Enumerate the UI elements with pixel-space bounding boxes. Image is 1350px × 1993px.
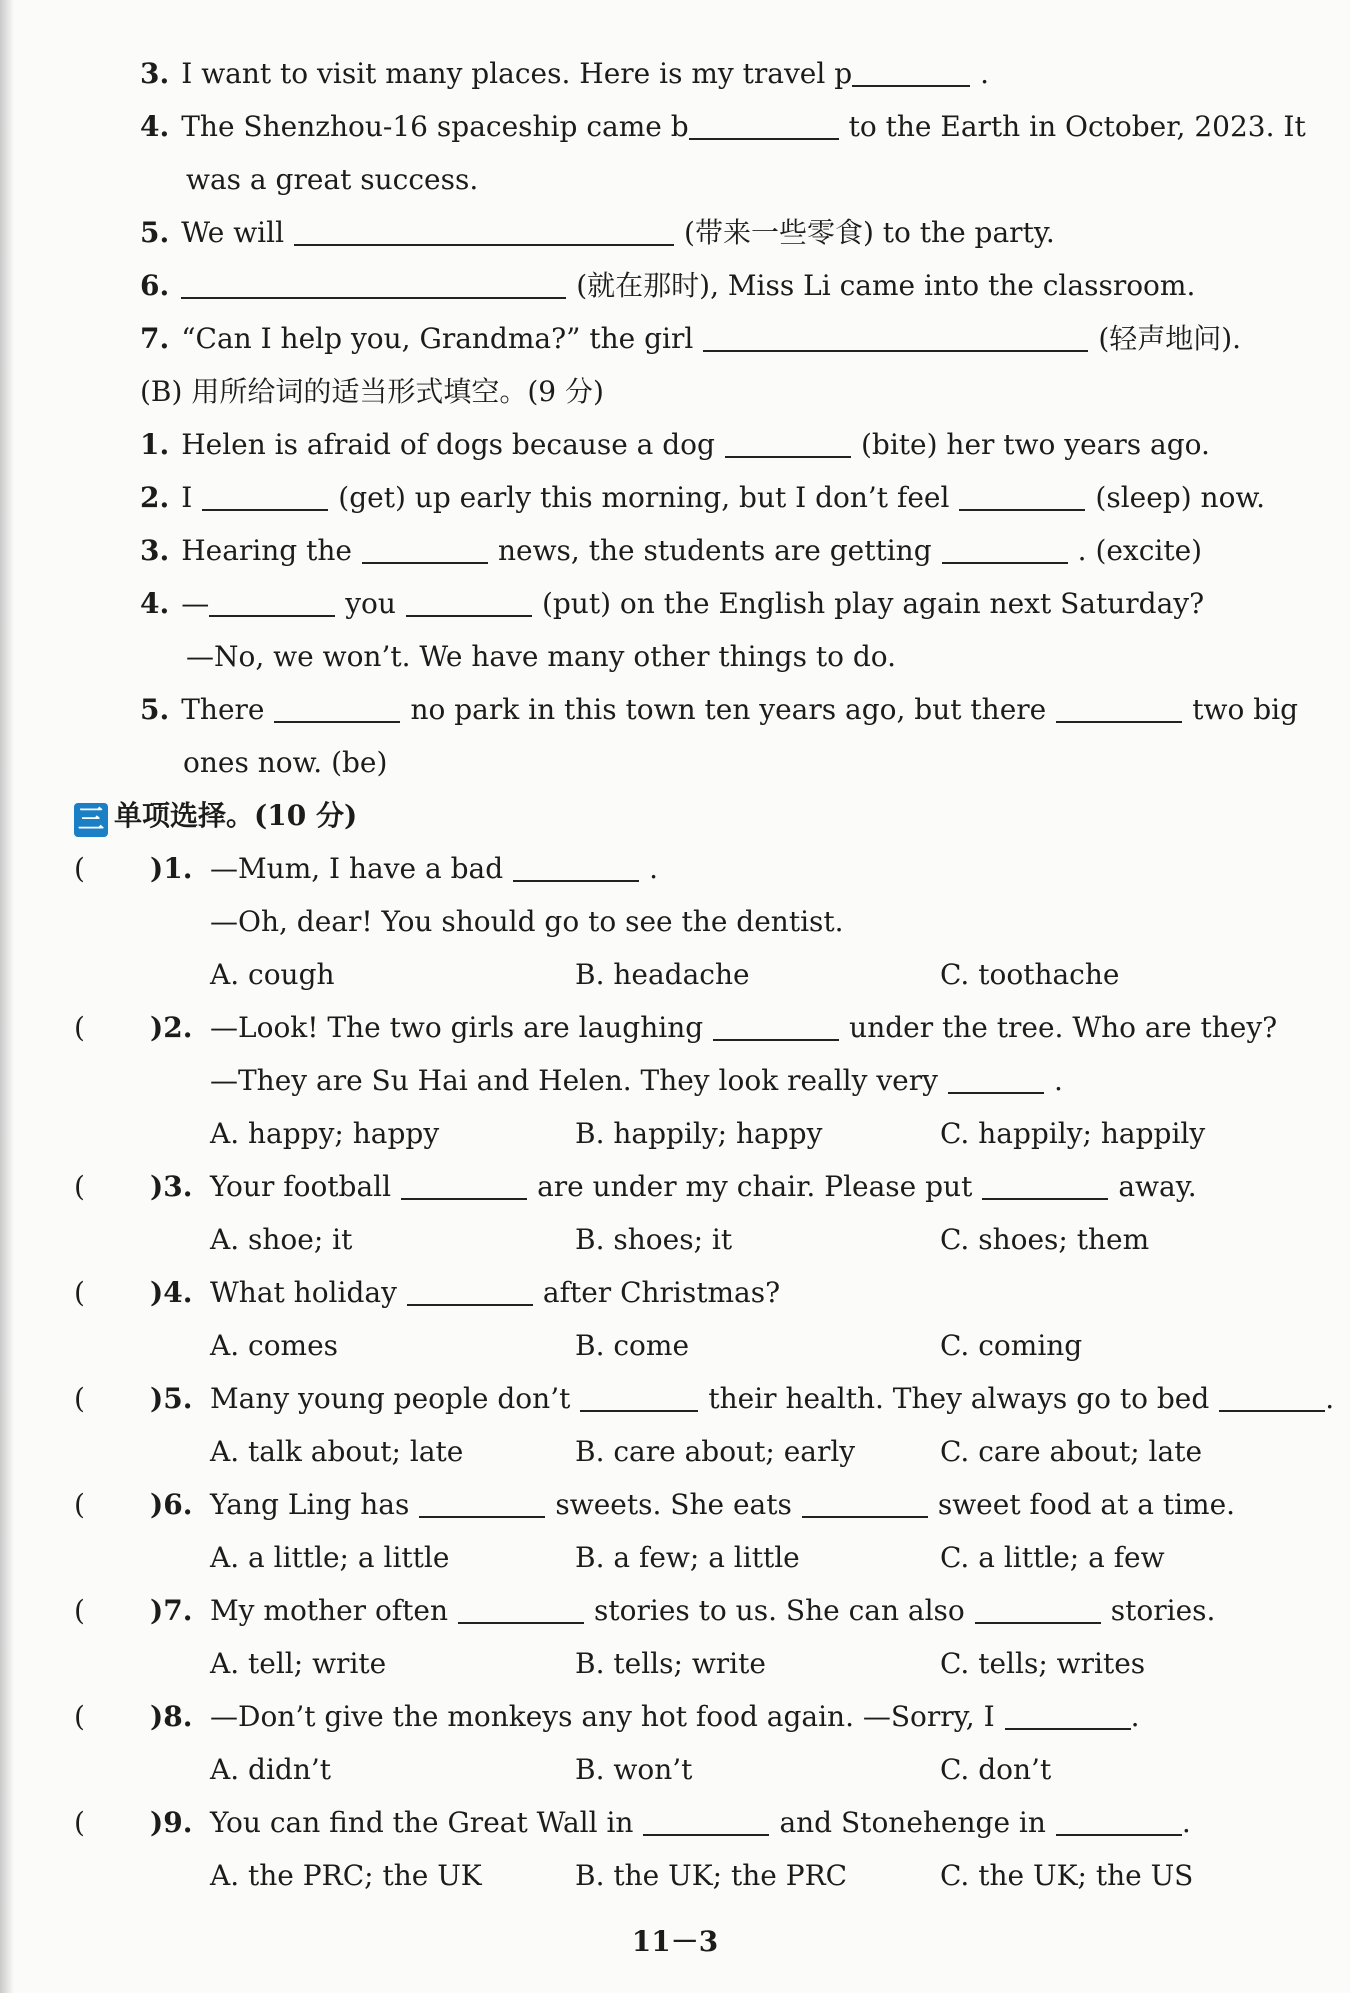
answer-blank[interactable] <box>274 691 400 723</box>
question-number: )4. <box>150 1276 193 1309</box>
answer-blank[interactable] <box>713 1009 839 1041</box>
item-text: . (excite) <box>1077 534 1203 567</box>
answer-blank[interactable] <box>852 55 970 87</box>
option-c[interactable]: C. toothache <box>940 958 1120 991</box>
answer-blank[interactable] <box>1219 1380 1325 1412</box>
option-a[interactable]: A. happy; happy <box>210 1117 440 1150</box>
partA-item-7 <box>140 319 1241 359</box>
partB-item-2 <box>140 478 1265 518</box>
item-text: Helen is afraid of dogs because a dog <box>181 428 715 461</box>
question-number: )2. <box>150 1011 193 1044</box>
option-b[interactable]: B. shoes; it <box>575 1223 733 1256</box>
item-number: 4. <box>140 110 170 143</box>
item-text: (bite) her two years ago. <box>860 428 1210 461</box>
answer-blank[interactable] <box>725 426 851 458</box>
item-number: 5. <box>140 216 170 249</box>
punct: . <box>649 852 659 885</box>
answer-paren[interactable]: ( <box>74 1011 85 1044</box>
page-edge-shadow <box>0 0 14 1993</box>
answer-blank[interactable] <box>580 1380 698 1412</box>
partA-item-5 <box>140 213 1055 253</box>
answer-blank[interactable] <box>975 1592 1101 1624</box>
option-a[interactable]: A. didn’t <box>210 1753 332 1786</box>
question-number: )6. <box>150 1488 193 1521</box>
question-4 <box>74 1273 780 1313</box>
answer-blank[interactable] <box>202 479 328 511</box>
answer-blank[interactable] <box>401 1168 527 1200</box>
item-number: 3. <box>140 57 170 90</box>
question-text: You can find the Great Wall in <box>210 1806 634 1839</box>
option-c[interactable]: C. care about; late <box>940 1435 1203 1468</box>
answer-blank[interactable] <box>513 850 639 882</box>
question-text: are under my chair. Please put <box>537 1170 973 1203</box>
answer-paren[interactable]: ( <box>74 852 85 885</box>
option-b[interactable]: B. won’t <box>575 1753 693 1786</box>
question-text: sweets. She eats <box>555 1488 792 1521</box>
question-text: Many young people don’t <box>210 1382 571 1415</box>
option-b[interactable]: B. the UK; the PRC <box>575 1859 848 1892</box>
option-a[interactable]: A. comes <box>210 1329 339 1362</box>
partA-item-4 <box>140 107 1306 147</box>
item-number: 5. <box>140 693 170 726</box>
punct: . <box>1130 1700 1140 1733</box>
partA-item-3 <box>140 54 989 94</box>
question-text: —Look! The two girls are laughing <box>210 1011 704 1044</box>
option-a[interactable]: A. tell; write <box>210 1647 387 1680</box>
option-a[interactable]: A. cough <box>210 958 335 991</box>
question-5 <box>74 1379 1334 1419</box>
answer-paren[interactable]: ( <box>74 1170 85 1203</box>
answer-blank[interactable] <box>982 1168 1108 1200</box>
question-text: away. <box>1118 1170 1197 1203</box>
item-text: (get) up early this morning, but I don’t feel <box>338 481 950 514</box>
answer-blank[interactable] <box>407 1274 533 1306</box>
question-1-reply: —Oh, dear! You should go to see the dentist. <box>210 905 844 938</box>
option-c[interactable]: C. a little; a few <box>940 1541 1165 1574</box>
partB-item-1 <box>140 425 1210 465</box>
item-number: 6. <box>140 269 170 302</box>
question-text: Your football <box>210 1170 392 1203</box>
partA-item-4-cont: was a great success. <box>186 163 479 196</box>
answer-blank[interactable] <box>703 320 1088 352</box>
option-a[interactable]: A. a little; a little <box>210 1541 450 1574</box>
answer-blank[interactable] <box>959 479 1085 511</box>
answer-blank[interactable] <box>419 1486 545 1518</box>
page-number: 11－3 <box>631 1925 719 1958</box>
answer-blank[interactable] <box>406 585 532 617</box>
punct: . <box>1325 1382 1335 1415</box>
question-text: Yang Ling has <box>210 1488 410 1521</box>
answer-blank[interactable] <box>948 1062 1044 1094</box>
question-1 <box>74 849 658 889</box>
answer-paren[interactable]: ( <box>74 1700 85 1733</box>
question-text: —They are Su Hai and Helen. They look really very <box>210 1064 938 1097</box>
question-text: —Don’t give the monkeys any hot food again. —Sorry, I <box>210 1700 995 1733</box>
section-title: 单项选择。(10 分) <box>114 799 358 832</box>
partA-item-6 <box>140 266 1195 306</box>
question-text: and Stonehenge in <box>779 1806 1046 1839</box>
question-number: )8. <box>150 1700 193 1733</box>
partB-item-5 <box>140 690 1298 730</box>
answer-paren[interactable]: ( <box>74 1488 85 1521</box>
answer-blank[interactable] <box>802 1486 928 1518</box>
option-a[interactable]: A. the PRC; the UK <box>210 1859 482 1892</box>
section-three-header <box>74 796 357 837</box>
item-number: 2. <box>140 481 170 514</box>
option-b[interactable]: B. tells; write <box>575 1647 766 1680</box>
answer-blank[interactable] <box>1056 691 1182 723</box>
item-text: — <box>181 587 210 620</box>
answer-paren[interactable]: ( <box>74 1382 85 1415</box>
partB-title: (B) 用所给词的适当形式填空。(9 分) <box>140 375 604 408</box>
question-3 <box>74 1167 1197 1207</box>
option-c[interactable]: C. tells; writes <box>940 1647 1146 1680</box>
question-6 <box>74 1485 1235 1525</box>
question-number: )7. <box>150 1594 193 1627</box>
answer-blank[interactable] <box>689 108 839 140</box>
question-2 <box>74 1008 1277 1048</box>
punct: . <box>1053 1064 1063 1097</box>
question-8 <box>74 1697 1140 1737</box>
item-text: you <box>345 587 396 620</box>
item-number: 7. <box>140 322 170 355</box>
question-text: My mother often <box>210 1594 449 1627</box>
item-text: news, the students are getting <box>497 534 932 567</box>
question-text: stories to us. She can also <box>594 1594 965 1627</box>
answer-paren[interactable]: ( <box>74 1276 85 1309</box>
option-c[interactable]: C. happily; happily <box>940 1117 1206 1150</box>
item-number: 1. <box>140 428 170 461</box>
question-2-reply <box>210 1061 1063 1101</box>
section-number-badge: 三 <box>74 803 108 837</box>
item-text: I <box>181 481 193 514</box>
partB-item-5-cont: ones now. (be) <box>183 746 388 779</box>
answer-blank[interactable] <box>1005 1698 1131 1730</box>
partB-item-4 <box>140 584 1204 624</box>
item-number: 3. <box>140 534 170 567</box>
item-text: There <box>181 693 265 726</box>
question-text: —Mum, I have a bad <box>210 852 504 885</box>
option-b[interactable]: B. a few; a little <box>575 1541 800 1574</box>
question-number: )5. <box>150 1382 193 1415</box>
question-number: )3. <box>150 1170 193 1203</box>
item-text: to the Earth in October, 2023. It <box>848 110 1306 143</box>
question-text: under the tree. Who are they? <box>849 1011 1278 1044</box>
answer-blank[interactable] <box>1056 1804 1182 1836</box>
question-text: after Christmas? <box>542 1276 781 1309</box>
item-text: I want to visit many places. Here is my travel p <box>181 57 853 90</box>
question-text: sweet food at a time. <box>937 1488 1236 1521</box>
item-text: (轻声地问). <box>1098 322 1242 355</box>
option-a[interactable]: A. shoe; it <box>210 1223 353 1256</box>
option-c[interactable]: C. coming <box>940 1329 1083 1362</box>
item-text: The Shenzhou-16 spaceship came b <box>181 110 689 143</box>
answer-blank[interactable] <box>294 214 674 246</box>
item-text: (带来一些零食) to the party. <box>684 216 1055 249</box>
item-number: 4. <box>140 587 170 620</box>
question-7 <box>74 1591 1215 1631</box>
option-c[interactable]: C. shoes; them <box>940 1223 1150 1256</box>
item-text: two big <box>1192 693 1299 726</box>
item-text: Hearing the <box>181 534 352 567</box>
question-text: their health. They always go to bed <box>708 1382 1210 1415</box>
item-text: no park in this town ten years ago, but there <box>410 693 1047 726</box>
item-text: “Can I help you, Grandma?” the girl <box>181 322 694 355</box>
item-text: We will <box>181 216 285 249</box>
question-number: )1. <box>150 852 193 885</box>
answer-blank[interactable] <box>362 532 488 564</box>
option-c[interactable]: C. don’t <box>940 1753 1052 1786</box>
answer-paren[interactable]: ( <box>74 1806 85 1839</box>
question-text: stories. <box>1110 1594 1216 1627</box>
partB-item-3 <box>140 531 1202 571</box>
item-text: (put) on the English play again next Saturday? <box>541 587 1205 620</box>
partB-item-4-reply: —No, we won’t. We have many other things to do. <box>186 640 897 673</box>
option-b[interactable]: B. care about; early <box>575 1435 856 1468</box>
option-b[interactable]: B. headache <box>575 958 750 991</box>
option-b[interactable]: B. happily; happy <box>575 1117 823 1150</box>
question-text: What holiday <box>210 1276 397 1309</box>
option-c[interactable]: C. the UK; the US <box>940 1859 1194 1892</box>
answer-blank[interactable] <box>942 532 1068 564</box>
question-number: )9. <box>150 1806 193 1839</box>
answer-paren[interactable]: ( <box>74 1594 85 1627</box>
option-b[interactable]: B. come <box>575 1329 690 1362</box>
item-text: (sleep) now. <box>1095 481 1265 514</box>
item-text: (就在那时), Miss Li came into the classroom. <box>576 269 1196 302</box>
item-text: . <box>980 57 990 90</box>
punct: . <box>1181 1806 1191 1839</box>
answer-blank[interactable] <box>181 267 566 299</box>
question-9 <box>74 1803 1191 1843</box>
answer-blank[interactable] <box>643 1804 769 1836</box>
answer-blank[interactable] <box>209 585 335 617</box>
option-a[interactable]: A. talk about; late <box>210 1435 464 1468</box>
answer-blank[interactable] <box>458 1592 584 1624</box>
